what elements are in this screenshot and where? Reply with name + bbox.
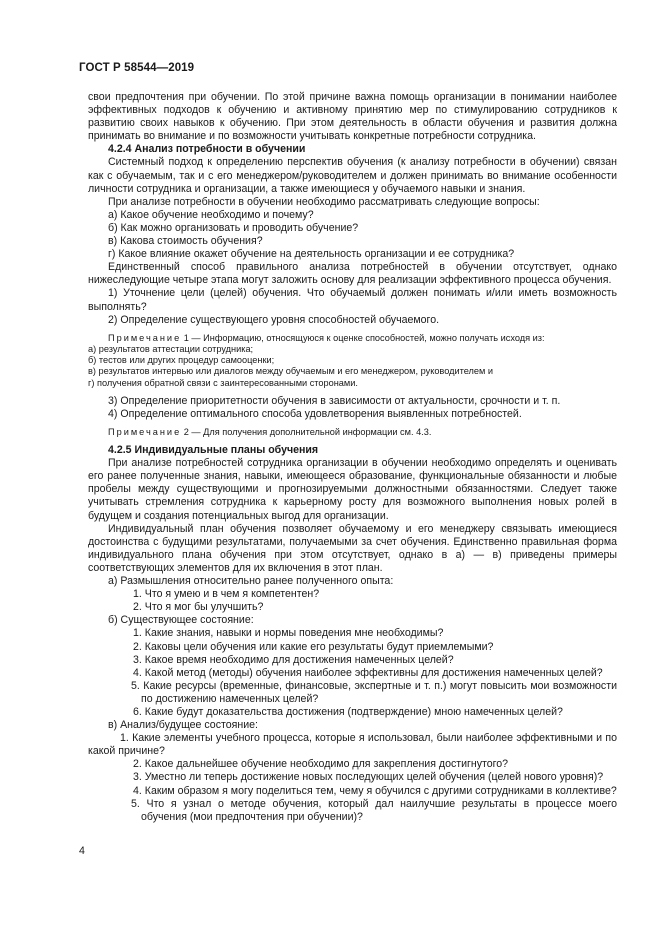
- list-c-item: 5. Что я узнал о методе обучения, который дал наилучшие результаты в процессе моего обучения (мои предпочтения при обучении)?: [131, 797, 617, 823]
- list-c-item: 1. Какие элементы учебного процесса, которые я использовал, были наиболее эффективными и по какой причине?: [88, 732, 617, 758]
- paragraph-systemic: Системный подход к определению перспектив обучения (к анализу потребности в обучении) связан как с обучаемым, так и с его менеджером/руководителем и должен принимать во внимание особенности личности сотрудника и организации, а также имеющиеся у обучаемого навыки и знания.: [88, 156, 617, 195]
- note-1-item: в) результатов интервью или диалогов между обучаемым и его менеджером, руководителем и: [88, 366, 493, 377]
- question-item: а) Какое обучение необходимо и почему?: [108, 208, 314, 221]
- note-1: [88, 333, 617, 344]
- list-b-item: 4. Какой метод (методы) обучения наиболее эффективны для достижения намеченных целей?: [133, 666, 603, 679]
- paragraph-single-method: Единственный способ правильного анализа потребностей в обучении отсутствует, однако нижеследующие четыре этапа могут заложить основу для реализации эффективного процесса обучения.: [88, 261, 617, 287]
- list-c-item: 2. Какое дальнейшее обучение необходимо для закрепления достигнутого?: [133, 758, 509, 771]
- question-item: б) Как можно организовать и проводить обучение?: [108, 221, 359, 234]
- standard-header: ГОСТ Р 58544—2019: [79, 62, 195, 74]
- step-4: 4) Определение оптимального способа удовлетворения выявленных потребностей.: [108, 407, 522, 420]
- list-c-title: в) Анализ/будущее состояние:: [108, 719, 258, 732]
- note-1-label: Примечание: [108, 332, 182, 343]
- list-b-item: 2. Каковы цели обучения или какие его результаты будут приемлемыми?: [133, 640, 494, 653]
- note-2-text: 2 — Для получения дополнительной информации см. 4.3.: [181, 426, 432, 437]
- list-b-item: 1. Какие знания, навыки и нормы поведения мне необходимы?: [133, 627, 444, 640]
- step-2: 2) Определение существующего уровня способностей обучаемого.: [108, 313, 440, 326]
- list-c-item: 4. Каким образом я могу поделиться тем, чему я обучился с другими сотрудниками в коллективе?: [133, 784, 617, 797]
- note-2: [88, 427, 617, 438]
- section-heading-4-2-4: 4.2.4 Анализ потребности в обучении: [108, 143, 306, 156]
- note-1-item: б) тестов или других процедур самооценки;: [88, 355, 275, 366]
- list-b-item: 5. Какие ресурсы (временные, финансовые, экспертные и т. п.) могут повысить мои возможности по достижению намеченных целей?: [131, 679, 617, 705]
- step-1: 1) Уточнение цели (целей) обучения. Что обучаемый должен понимать и/или иметь возможность выполнять?: [88, 287, 617, 313]
- list-b-title: б) Существующее состояние:: [108, 614, 254, 627]
- section-heading-4-2-5: 4.2.5 Индивидуальные планы обучения: [108, 444, 319, 457]
- paragraph-individual-plan: Индивидуальный план обучения позволяет обучаемому и его менеджеру связывать имеющиеся достоинства с будущими результатами, получаемыми за счет обучения. Единственно правильная форма индивидуального плана обучения при этом отсутствует, однако в а) — в) приведены примеры соответствующих элементов для их включения в этот план.: [88, 522, 617, 574]
- page-number: 4: [79, 845, 85, 857]
- note-1-text: 1 — Информацию, относящуюся к оценке способностей, можно получать исходя из:: [181, 332, 545, 343]
- note-1-item: а) результатов аттестации сотрудника;: [88, 343, 254, 354]
- question-item: г) Какое влияние окажет обучение на деятельность организации и ее сотрудника?: [108, 248, 515, 261]
- paragraph-intro: свои предпочтения при обучении. По этой причине важна помощь организации в понимании наиболее эффективных подходов к обучению и активному принятию мер по стимулированию сотрудников к развитию своих навыков к обучению. При этом деятельность в области обучения и развития должна принимать во внимание и по возможности учитывать конкретные потребности сотрудника.: [88, 91, 617, 143]
- step-3: 3) Определение приоритетности обучения в зависимости от актуальности, срочности и т. п.: [108, 394, 561, 407]
- list-b-item: 3. Какое время необходимо для достижения намеченных целей?: [133, 653, 454, 666]
- list-a-title: а) Размышления относительно ранее полученного опыта:: [108, 575, 394, 588]
- list-a-item: 2. Что я мог бы улучшить?: [133, 601, 264, 614]
- paragraph-analysis: При анализе потребностей сотрудника организации в обучении необходимо определять и оценивать его ранее полученные знания, навыки, имеющееся образование, функциональные обязанности и любые пробелы между существующими и прогнозируемыми должностными обязанностями. Следует также учитывать стремления сотрудника к карьерному росту для возможного выполнения новых ролей в будущем и создания потенциальных выгод для организации.: [88, 457, 617, 522]
- list-b-item: 6. Какие будут доказательства достижения (подтверждение) мною намеченных целей?: [133, 705, 563, 718]
- document-body: [88, 91, 617, 824]
- note-1-item: г) получения обратной связи с заинтересованными сторонами.: [88, 377, 358, 388]
- paragraph-questions-intro: При анализе потребности в обучении необходимо рассматривать следующие вопросы:: [108, 195, 540, 208]
- list-c-item: 3. Уместно ли теперь достижение новых последующих целей обучения (целей нового уровня)?: [133, 771, 604, 784]
- note-2-label: Примечание: [108, 426, 182, 437]
- question-item: в) Какова стоимость обучения?: [108, 235, 263, 248]
- list-a-item: 1. Что я умею и в чем я компетентен?: [133, 588, 320, 601]
